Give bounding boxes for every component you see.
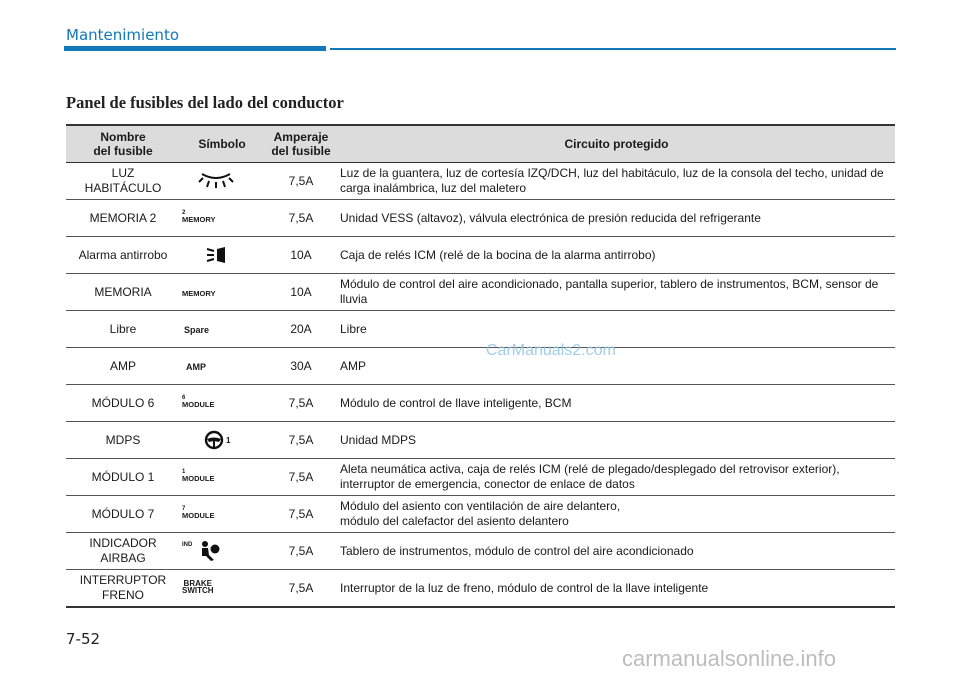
header-symbol: Símbolo bbox=[180, 125, 264, 163]
fuse-circuit: Luz de la guantera, luz de cortesía IZQ/DCH, luz del habitáculo, luz de la consola del techo, unidad de carga inalámbrica, luz del maletero bbox=[338, 163, 895, 200]
fuse-name: MÓDULO 6 bbox=[66, 385, 180, 422]
fuse-amperage: 7,5A bbox=[264, 570, 338, 608]
header-amperage bbox=[264, 125, 338, 163]
fuse-table bbox=[66, 124, 895, 608]
table-row bbox=[66, 200, 895, 237]
fuse-symbol bbox=[180, 533, 264, 570]
fuse-symbol bbox=[180, 163, 264, 200]
symbol-suffix: 1 bbox=[226, 435, 231, 445]
header-fuse-name-line1: Nombre bbox=[100, 130, 146, 144]
symbol-label bbox=[182, 469, 215, 482]
table-row bbox=[66, 459, 895, 496]
section-title: Mantenimiento bbox=[66, 26, 179, 44]
table-row bbox=[66, 348, 895, 385]
table-row bbox=[66, 274, 895, 311]
fuse-name: MEMORIA bbox=[66, 274, 180, 311]
symbol-text: MODULE bbox=[182, 474, 215, 483]
header-rule-thick bbox=[64, 46, 326, 51]
horn-icon bbox=[205, 246, 227, 264]
fuse-name: INDICADOR AIRBAG bbox=[66, 533, 180, 570]
fuse-symbol bbox=[180, 459, 264, 496]
symbol-superscript: 7 bbox=[182, 506, 186, 512]
fuse-name: LUZ HABITÁCULO bbox=[66, 163, 180, 200]
table-row bbox=[66, 385, 895, 422]
table-header-row bbox=[66, 125, 895, 163]
header-fuse-name-line2: del fusible bbox=[93, 144, 153, 158]
symbol-label bbox=[182, 210, 215, 223]
header-fuse-name bbox=[66, 125, 180, 163]
fuse-circuit: Unidad MDPS bbox=[338, 422, 895, 459]
table-row bbox=[66, 422, 895, 459]
symbol-text: MEMORY bbox=[182, 215, 216, 224]
fuse-amperage: 7,5A bbox=[264, 200, 338, 237]
symbol-superscript: 6 bbox=[182, 395, 186, 401]
header-rule-thin bbox=[330, 48, 896, 50]
table-row bbox=[66, 311, 895, 348]
table-row bbox=[66, 570, 895, 608]
header-amperage-line2: del fusible bbox=[271, 144, 331, 158]
fuse-symbol bbox=[180, 385, 264, 422]
room-lamp-icon bbox=[196, 170, 236, 192]
fuse-circuit: Unidad VESS (altavoz), válvula electrónica de presión reducida del refrigerante bbox=[338, 200, 895, 237]
watermark-mid: CarManuals2.com bbox=[486, 342, 616, 359]
symbol-text: AMP bbox=[186, 361, 206, 372]
symbol-text: MODULE bbox=[182, 511, 215, 520]
symbol-prefix: IND bbox=[182, 542, 193, 548]
symbol-superscript: 2 bbox=[182, 210, 186, 216]
fuse-name: Alarma antirrobo bbox=[66, 237, 180, 274]
symbol-text: Spare bbox=[184, 324, 210, 335]
fuse-name: MÓDULO 7 bbox=[66, 496, 180, 533]
fuse-symbol bbox=[180, 237, 264, 274]
fuse-circuit: Módulo de control de llave inteligente, BCM bbox=[338, 385, 895, 422]
fuse-circuit: Tablero de instrumentos, módulo de control del aire acondicionado bbox=[338, 533, 895, 570]
fuse-symbol bbox=[180, 570, 264, 608]
fuse-circuit: Caja de relés ICM (relé de la bocina de la alarma antirrobo) bbox=[338, 237, 895, 274]
fuse-symbol bbox=[180, 422, 264, 459]
watermark-bottom: carmanualsonline.info bbox=[622, 646, 837, 671]
fuse-amperage: 7,5A bbox=[264, 385, 338, 422]
fuse-symbol bbox=[180, 496, 264, 533]
fuse-name: MDPS bbox=[66, 422, 180, 459]
fuse-amperage: 7,5A bbox=[264, 163, 338, 200]
symbol-label bbox=[182, 506, 215, 519]
table-row bbox=[66, 237, 895, 274]
fuse-circuit: Módulo del asiento con ventilación de aire delantero, módulo del calefactor del asiento delantero bbox=[338, 496, 895, 533]
table-row bbox=[66, 533, 895, 570]
fuse-name: MÓDULO 1 bbox=[66, 459, 180, 496]
fuse-circuit: AMP bbox=[338, 348, 895, 385]
table-row bbox=[66, 496, 895, 533]
airbag-icon bbox=[196, 540, 220, 562]
fuse-amperage: 7,5A bbox=[264, 533, 338, 570]
table-row bbox=[66, 163, 895, 200]
page-heading: Panel de fusibles del lado del conductor bbox=[66, 93, 344, 112]
fuse-symbol bbox=[180, 200, 264, 237]
fuse-amperage: 7,5A bbox=[264, 459, 338, 496]
fuse-circuit: Aleta neumática activa, caja de relés ICM (relé de plegado/desplegado del retrovisor exterior), interruptor de emergencia, conector de enlace de datos bbox=[338, 459, 895, 496]
fuse-name: AMP bbox=[66, 348, 180, 385]
symbol-text: MEMORY bbox=[182, 288, 216, 298]
fuse-name: INTERRUPTOR FRENO bbox=[66, 570, 180, 608]
symbol-label bbox=[182, 395, 215, 408]
fuse-amperage: 20A bbox=[264, 311, 338, 348]
fuse-circuit: Módulo de control del aire acondicionado, pantalla superior, tablero de instrumentos, BCM, sensor de lluvia bbox=[338, 274, 895, 311]
page-number: 7-52 bbox=[66, 630, 101, 648]
fuse-circuit: Libre bbox=[338, 311, 895, 348]
fuse-name: Libre bbox=[66, 311, 180, 348]
fuse-amperage: 30A bbox=[264, 348, 338, 385]
fuse-symbol bbox=[180, 274, 264, 311]
symbol-superscript: 1 bbox=[182, 469, 186, 475]
header-circuit: Circuito protegido bbox=[338, 125, 895, 163]
fuse-circuit: Interruptor de la luz de freno, módulo de control de la llave inteligente bbox=[338, 570, 895, 608]
fuse-symbol bbox=[180, 348, 264, 385]
fuse-amperage: 10A bbox=[264, 274, 338, 311]
fuse-amperage: 7,5A bbox=[264, 496, 338, 533]
steering-wheel-icon bbox=[204, 430, 224, 450]
header-amperage-line1: Amperaje bbox=[273, 130, 329, 144]
symbol-text: MODULE bbox=[182, 400, 215, 409]
fuse-name: MEMORIA 2 bbox=[66, 200, 180, 237]
fuse-amperage: 7,5A bbox=[264, 422, 338, 459]
fuse-symbol bbox=[180, 311, 264, 348]
symbol-text: BRAKE SWITCH bbox=[182, 578, 214, 595]
fuse-amperage: 10A bbox=[264, 237, 338, 274]
